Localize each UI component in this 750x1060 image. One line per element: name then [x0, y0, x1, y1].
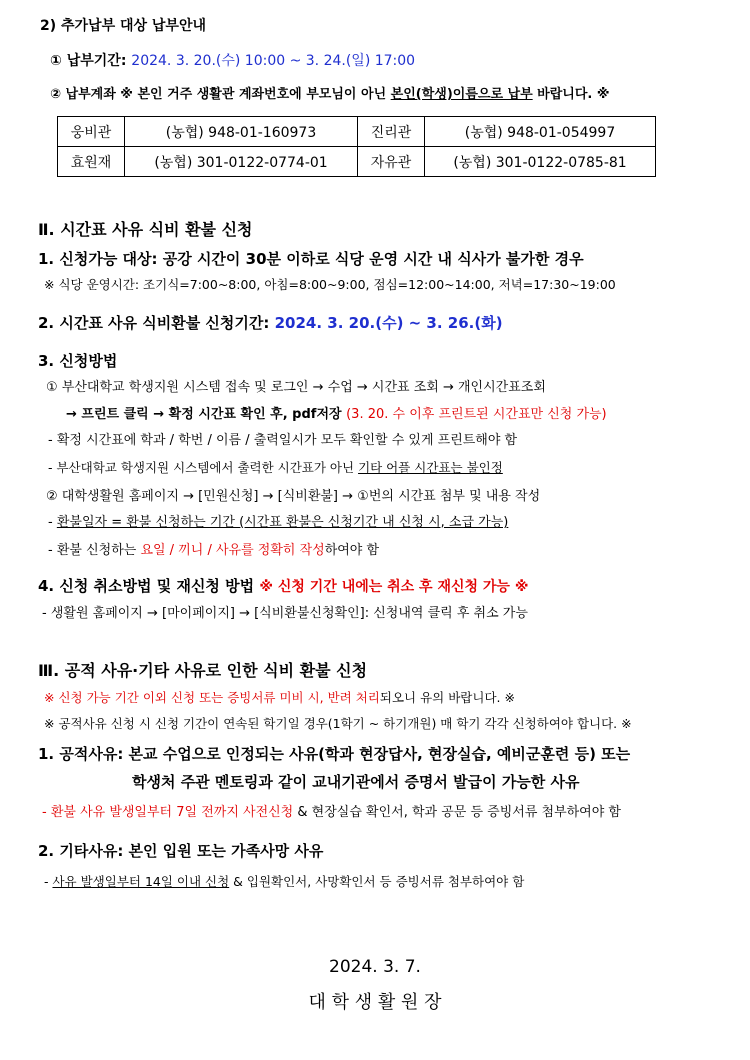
- payment-period-value: 2024. 3. 20.(수) 10:00 ~ 3. 24.(일) 17:00: [131, 53, 416, 69]
- dorm-name: 자유관: [358, 147, 425, 177]
- account-number: (농협) 301-0122-0774-01: [125, 147, 358, 177]
- section-iii-warning1: [44, 690, 515, 705]
- dorm-name: 웅비관: [58, 117, 125, 147]
- cafeteria-hours-note: ※ 식당 운영시간: 조기식=7:00~8:00, 아침=8:00~9:00, 점심=12:00~14:00, 저녁=17:30~19:00: [44, 277, 616, 292]
- warning1-red: ※ 신청 가능 기간 이외 신청 또는 증빙서류 미비 시, 반려 처리: [44, 690, 380, 705]
- official-reason-note: [42, 805, 621, 821]
- application-period: [38, 314, 503, 332]
- step2-note2: [48, 543, 379, 559]
- issuer: 대 학 생 활 원 장: [308, 992, 442, 1013]
- step1-line1: ① 부산대학교 학생지원 시스템 접속 및 로그인 → 수업 → 시간표 조회 → 개인시간표조회: [46, 380, 546, 395]
- cancel-heading-warning: ※ 신청 기간 내에는 취소 후 재신청 가능 ※: [259, 579, 529, 595]
- step2-note2-a: - 환불 신청하는: [48, 543, 141, 558]
- step1-note2: [48, 460, 503, 475]
- official-note-rest: & 현장실습 확인서, 학과 공문 등 증빙서류 첨부하여야 함: [293, 805, 621, 820]
- payment-period: [50, 53, 415, 70]
- step2-note1-underlined: 환불일자 = 환불 신청하는 기간 (시간표 환불은 신청기간 내 신청 시, 소급 가능): [56, 515, 509, 530]
- section-iii-warning2: ※ 공적사유 신청 시 신청 기간이 연속된 학기일 경우(1학기 ~ 하기개원) 매 학기 각각 신청하여야 합니다. ※: [44, 716, 632, 731]
- official-reason-line2: 학생처 주관 멘토링과 같이 교내기관에서 증명서 발급이 가능한 사유: [132, 773, 580, 791]
- step1-line2-warning: (3. 20. 수 이후 프린트된 시간표만 신청 가능): [346, 407, 607, 422]
- application-period-label: 2. 시간표 사유 식비환불 신청기간:: [38, 314, 275, 332]
- table-row: [58, 147, 656, 177]
- account-note-main: ② 납부계좌 ※ 본인 거주 생활관 계좌번호에 부모님이 아닌: [50, 87, 391, 102]
- step2-note2-c: 하여야 함: [324, 543, 380, 558]
- section2-title: 2) 추가납부 대상 납부안내: [40, 18, 207, 34]
- official-reason-line1: 1. 공적사유: 본교 수업으로 인정되는 사유(학과 현장답사, 현장실습, 예비군훈련 등) 또는: [38, 745, 631, 763]
- eligibility-item: 1. 신청가능 대상: 공강 시간이 30분 이하로 식당 운영 시간 내 식사가 불가한 경우: [38, 250, 584, 268]
- other-note-underlined: 사유 발생일부터 14일 이내 신청: [52, 874, 230, 889]
- table-row: [58, 117, 656, 147]
- dorm-name: 진리관: [358, 117, 425, 147]
- application-period-value: 2024. 3. 20.(수) ~ 3. 26.(화): [274, 314, 503, 332]
- section-iii-heading: Ⅲ. 공적 사유·기타 사유로 인한 식비 환불 신청: [38, 661, 368, 680]
- account-number: (농협) 948-01-160973: [125, 117, 358, 147]
- other-reason-heading: 2. 기타사유: 본인 입원 또는 가족사망 사유: [38, 842, 324, 860]
- step1-line2: [66, 407, 607, 423]
- step1-note1: - 확정 시간표에 학과 / 학번 / 이름 / 출력일시가 모두 확인할 수 있게 프린트해야 함: [48, 433, 518, 448]
- account-table: [57, 116, 656, 177]
- payment-account-note: [50, 87, 610, 103]
- step1-line2-main: → 프린트 클릭 → 확정 시간표 확인 후, pdf저장: [66, 407, 347, 422]
- cancel-heading: [38, 577, 528, 596]
- other-note-dash: -: [44, 874, 53, 889]
- issue-date: 2024. 3. 7.: [329, 957, 421, 977]
- step2-note1-dash: -: [48, 515, 57, 530]
- account-number: (농협) 948-01-054997: [425, 117, 656, 147]
- cancel-note: - 생활원 홈페이지 → [마이페이지] → [식비환불신청확인]: 신청내역 클릭 후 취소 가능: [42, 606, 528, 621]
- warning1-rest: 되오니 유의 바랍니다. ※: [379, 690, 515, 705]
- account-note-underlined: 본인(학생)이름으로 납부: [390, 87, 533, 102]
- payment-period-label: ① 납부기간:: [50, 53, 132, 69]
- other-note-rest: & 입원확인서, 사망확인서 등 증빙서류 첨부하여야 함: [229, 874, 525, 889]
- official-note-red: - 환불 사유 발생일부터 7일 전까지 사전신청: [42, 805, 294, 820]
- step1-note2-main: - 부산대학교 학생지원 시스템에서 출력한 시간표가 아닌: [48, 460, 359, 475]
- account-note-end: 바랍니다. ※: [532, 87, 610, 102]
- step2-note1: [48, 515, 508, 531]
- step2-line: ② 대학생활원 홈페이지 → [민원신청] → [식비환불] → ①번의 시간표 첨부 및 내용 작성: [46, 489, 541, 504]
- method-heading: 3. 신청방법: [38, 352, 118, 370]
- account-number: (농협) 301-0122-0785-81: [425, 147, 656, 177]
- section-ii-heading: Ⅱ. 시간표 사유 식비 환불 신청: [38, 220, 253, 239]
- cancel-heading-main: 4. 신청 취소방법 및 재신청 방법: [38, 577, 260, 595]
- step1-note2-underlined: 기타 어플 시간표는 불인정: [358, 460, 503, 475]
- other-reason-note: [44, 874, 524, 889]
- step2-note2-highlight: 요일 / 끼니 / 사유를 정확히 작성: [140, 543, 325, 558]
- dorm-name: 효원재: [58, 147, 125, 177]
